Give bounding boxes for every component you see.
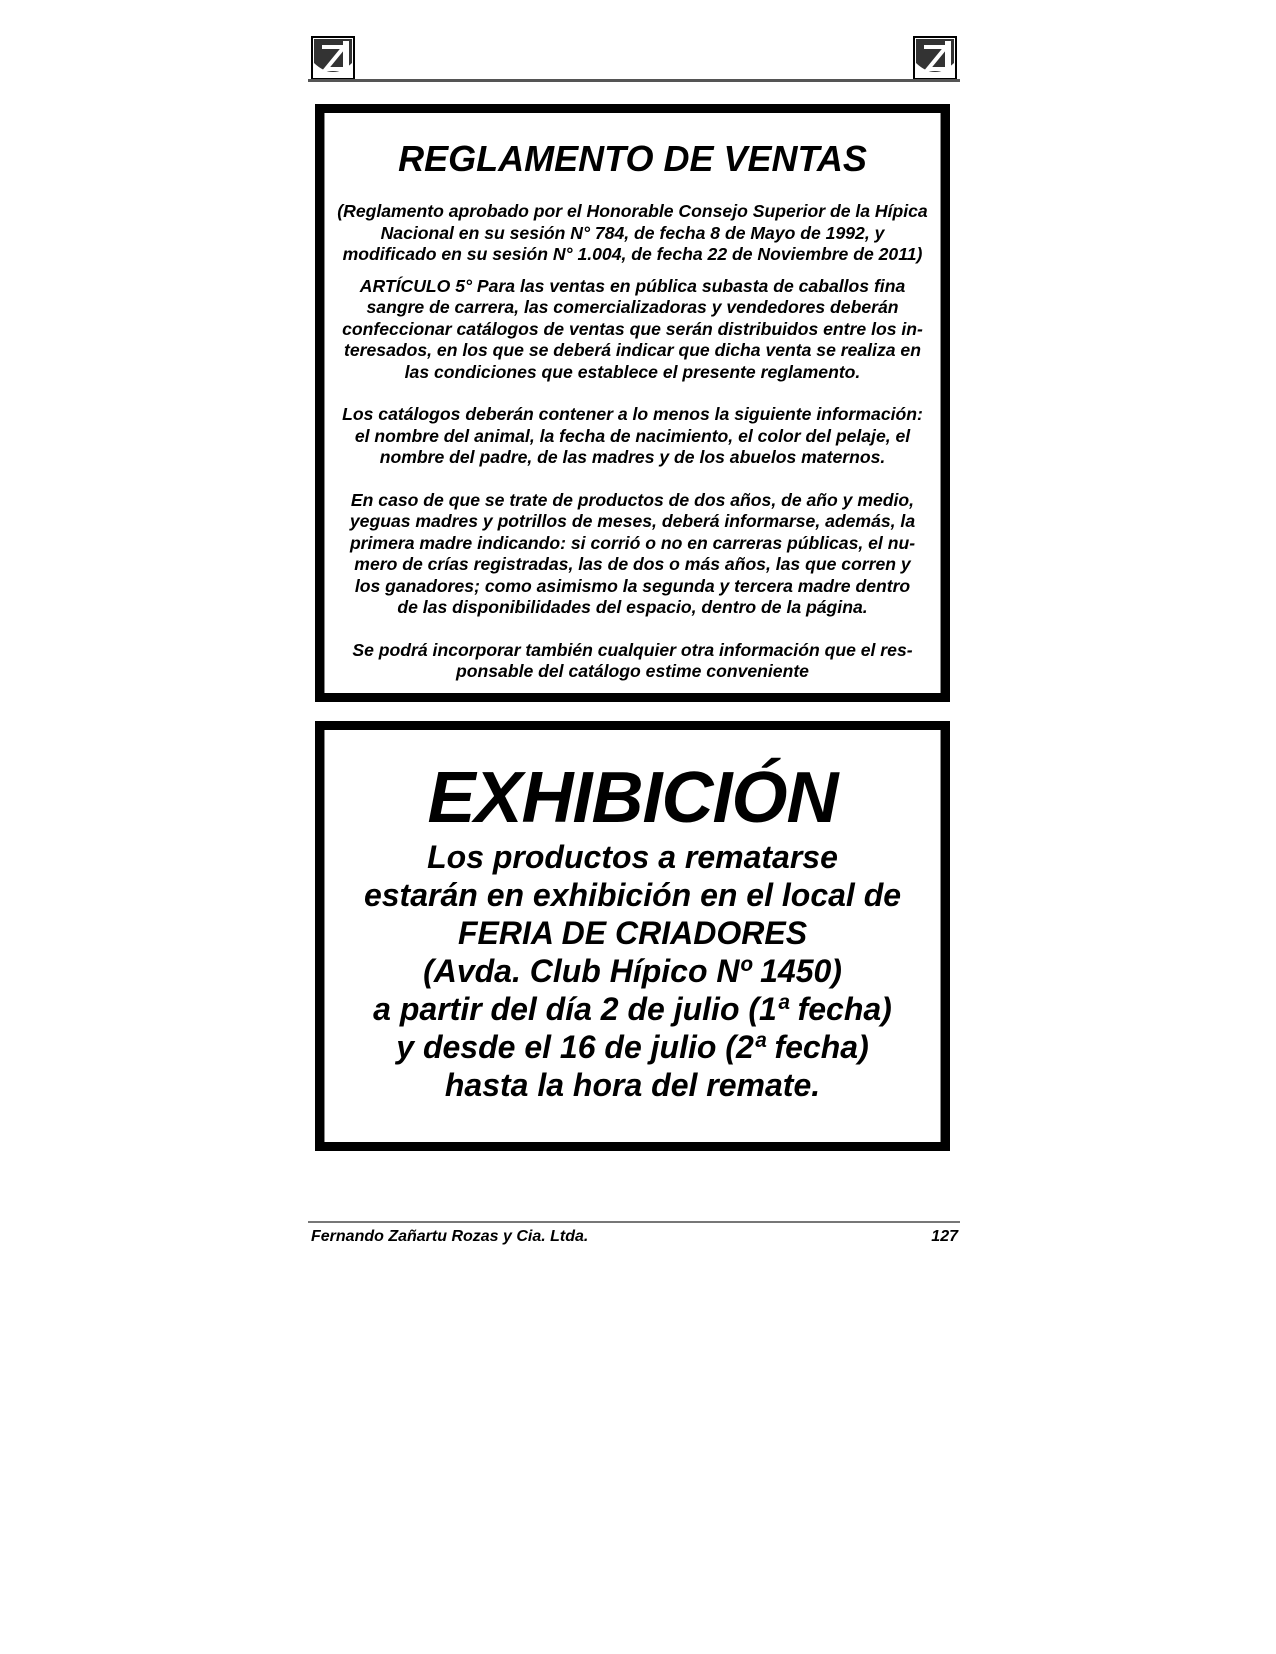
text-line: En caso de que se trate de productos de dos años, de año y medio, xyxy=(350,489,915,510)
other-info-paragraph xyxy=(332,640,933,683)
reglamento-subtitle: (Reglamento aprobado por el Honorable Consejo Superior de la Hípica Nacional en su sesión N° 784, de fecha 8 de Mayo de 1992, y modificado en su sesión N° 1.004, de fecha 22 de Noviembre de 2011) xyxy=(337,201,928,264)
monogram-shield-icon xyxy=(310,35,356,81)
exhibicion-line: estarán en exhibición en el local de xyxy=(363,877,902,913)
text-line: sangre de carrera, las comercializadoras y vendedores deberán xyxy=(366,297,899,317)
exhibicion-line: Los productos a rematarse xyxy=(427,839,838,875)
text-line: ARTÍCULO 5° Para las ventas en pública subasta de caballos fina xyxy=(359,275,906,296)
text-line: confeccionar catálogos de ventas que serán distribuidos entre los in- xyxy=(342,318,923,339)
reglamento-box xyxy=(315,104,950,702)
exhibicion-box xyxy=(315,721,950,1151)
text-line: nombre del padre, de las madres y de los abuelos maternos. xyxy=(379,447,886,467)
exhibicion-title: EXHIBICIÓN xyxy=(427,758,838,838)
text-line: primera madre indicando: si corrió o no en carreras públicas, el nu- xyxy=(349,532,916,553)
text-line: ponsable del catálogo estime conveniente xyxy=(456,661,809,681)
text-line: mero de crías registradas, las de dos o más años, las que corren y xyxy=(354,554,911,574)
catalog-paragraph xyxy=(332,404,933,469)
products-paragraph xyxy=(332,490,933,619)
exhibicion-line: FERIA DE CRIADORES xyxy=(457,915,808,951)
article-paragraph xyxy=(332,276,933,384)
text-line: las condiciones que establece el presente reglamento. xyxy=(404,361,861,382)
exhibicion-line: (Avda. Club Hípico Nº 1450) xyxy=(423,953,842,989)
text-line: de las disponibilidades del espacio, dentro de la página. xyxy=(397,597,868,617)
header-divider xyxy=(308,79,960,82)
footer-divider xyxy=(308,1221,960,1223)
exhibicion-line: a partir del día 2 de julio (1ª fecha) xyxy=(373,991,892,1027)
text-line: teresados, en los que se deberá indicar que dicha venta se realiza en xyxy=(344,340,921,360)
text-line: Los catálogos deberán contener a lo menos la siguiente información: xyxy=(342,404,923,424)
text-line: el nombre del animal, la fecha de nacimiento, el color del pelaje, el xyxy=(354,425,911,446)
page-number: 127 xyxy=(931,1228,958,1245)
monogram-shield-icon xyxy=(912,35,958,81)
exhibicion-line: y desde el 16 de julio (2ª fecha) xyxy=(396,1029,869,1065)
text-line: Se podrá incorporar también cualquier otra información que el res- xyxy=(352,639,913,660)
text-line: los ganadores; como asimismo la segunda y tercera madre dentro xyxy=(354,575,911,596)
text-line: yeguas madres y potrillos de meses, deberá informarse, además, la xyxy=(349,511,916,531)
footer-company: Fernando Zañartu Rozas y Cia. Ltda. xyxy=(311,1228,589,1245)
exhibicion-line: hasta la hora del remate. xyxy=(444,1067,821,1103)
reglamento-title: REGLAMENTO DE VENTAS xyxy=(398,138,867,179)
